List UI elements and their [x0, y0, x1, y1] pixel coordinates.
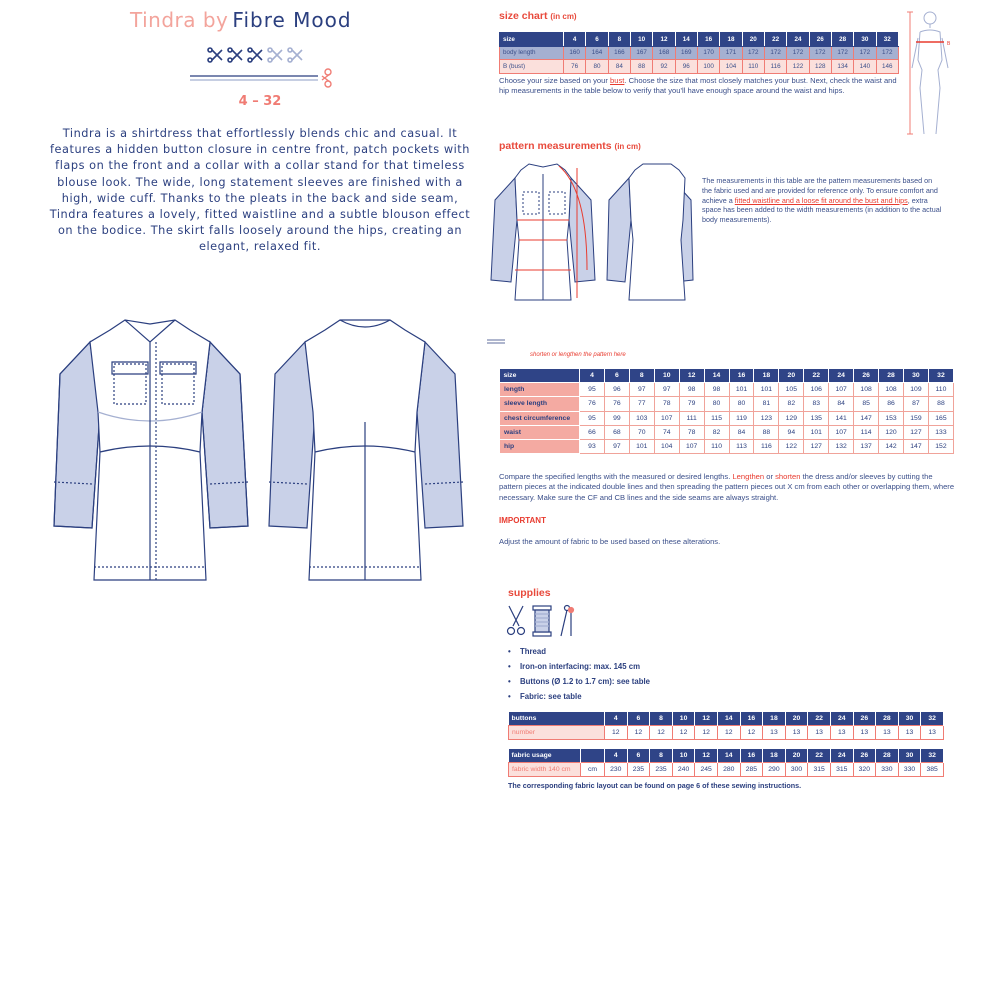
- table-cell: 6: [627, 712, 650, 726]
- table-cell: 18: [763, 749, 786, 763]
- table-cell: 80: [729, 397, 754, 411]
- table-cell: 28: [876, 749, 899, 763]
- note-text: the dress and/or sleeves by cutting the pattern pieces at the indicated double lines and then spreading the pattern pieces out X cm from each other or overlapping them, where necessary. Make sure the CF and CB lines and the side seams are always straight.: [499, 472, 955, 502]
- table-cell: 160: [564, 46, 586, 60]
- table-cell: 134: [831, 60, 853, 74]
- table-row: [509, 763, 944, 777]
- table-cell: 109: [903, 383, 928, 397]
- table-cell: 113: [729, 439, 754, 453]
- table-cell: 10: [630, 33, 652, 47]
- table-cell: 127: [903, 425, 928, 439]
- table-cell: size: [500, 33, 564, 47]
- table-cell: 78: [679, 425, 704, 439]
- table-cell: 70: [629, 425, 654, 439]
- table-cell: 32: [921, 712, 944, 726]
- size-chart-unit: (in cm): [550, 12, 577, 21]
- table-cell: 4: [605, 712, 628, 726]
- table-cell: 12: [653, 33, 675, 47]
- table-cell: 88: [630, 60, 652, 74]
- table-cell: 110: [704, 439, 729, 453]
- table-cell: 77: [629, 397, 654, 411]
- table-cell: 172: [876, 46, 898, 60]
- table-cell: 101: [729, 383, 754, 397]
- table-cell: 98: [704, 383, 729, 397]
- table-cell: 84: [829, 397, 854, 411]
- table-cell: buttons: [509, 712, 605, 726]
- pattern-measurements-table: [499, 369, 954, 454]
- table-cell: 128: [809, 60, 831, 74]
- table-cell: sleeve length: [500, 397, 580, 411]
- table-cell: 12: [627, 726, 650, 740]
- table-cell: 4: [580, 369, 605, 383]
- list-item: • Iron-on interfacing: max. 145 cm: [508, 662, 808, 677]
- table-cell: 4: [564, 33, 586, 47]
- table-cell: 12: [695, 712, 718, 726]
- table-cell: 142: [879, 439, 904, 453]
- table-cell: 172: [831, 46, 853, 60]
- table-cell: 153: [879, 411, 904, 425]
- table-cell: 315: [830, 763, 853, 777]
- table-row: [500, 411, 954, 425]
- table-cell: 106: [804, 383, 829, 397]
- pattern-title: pattern measurements: [499, 140, 612, 152]
- table-cell: 78: [654, 397, 679, 411]
- table-cell: 110: [742, 60, 764, 74]
- size-chart-table: [499, 32, 899, 74]
- table-cell: 240: [672, 763, 695, 777]
- lengthen-link[interactable]: Lengthen: [732, 472, 765, 481]
- table-cell: 132: [829, 439, 854, 453]
- table-cell: 80: [586, 60, 608, 74]
- table-cell: 13: [763, 726, 786, 740]
- table-cell: 84: [729, 425, 754, 439]
- table-cell: 107: [829, 425, 854, 439]
- brand-title: [130, 8, 390, 38]
- table-cell: 20: [742, 33, 764, 47]
- table-cell: 16: [740, 749, 763, 763]
- table-cell: 28: [876, 712, 899, 726]
- table-row: [500, 439, 954, 453]
- table-cell: 94: [779, 425, 804, 439]
- table-cell: 82: [704, 425, 729, 439]
- list-item: • Buttons (Ø 1.2 to 1.7 cm): see table: [508, 677, 808, 692]
- table-cell: 26: [853, 712, 876, 726]
- table-cell: 20: [779, 369, 804, 383]
- table-cell: 330: [876, 763, 899, 777]
- table-cell: 14: [717, 712, 740, 726]
- table-cell: 13: [853, 726, 876, 740]
- table-cell: 115: [704, 411, 729, 425]
- supplies-icons: [505, 604, 585, 638]
- table-cell: 320: [853, 763, 876, 777]
- table-cell: 104: [654, 439, 679, 453]
- table-cell: 122: [787, 60, 809, 74]
- buttons-table: [508, 712, 944, 740]
- table-cell: fabric width 140 cm: [509, 763, 581, 777]
- table-cell: 28: [831, 33, 853, 47]
- table-row: [500, 46, 899, 60]
- table-cell: 123: [754, 411, 779, 425]
- table-cell: 26: [854, 369, 879, 383]
- table-row: [500, 425, 954, 439]
- table-cell: 16: [729, 369, 754, 383]
- table-cell: 97: [629, 383, 654, 397]
- table-cell: hip: [500, 439, 580, 453]
- table-cell: 16: [740, 712, 763, 726]
- table-cell: 245: [695, 763, 718, 777]
- table-cell: 12: [650, 726, 673, 740]
- table-cell: 14: [704, 369, 729, 383]
- table-cell: 122: [779, 439, 804, 453]
- size-chart-heading: [499, 10, 577, 22]
- table-cell: 13: [785, 726, 808, 740]
- table-cell: 76: [564, 60, 586, 74]
- table-cell: 88: [928, 397, 953, 411]
- fabric-layout-footnote: The corresponding fabric layout can be found on page 6 of these sewing instructions.: [508, 781, 802, 790]
- table-cell: 12: [672, 726, 695, 740]
- table-cell: 172: [854, 46, 876, 60]
- important-text: Adjust the amount of fabric to be used based on these alterations.: [499, 537, 721, 546]
- supplies-heading: supplies: [508, 587, 551, 599]
- table-cell: 169: [675, 46, 697, 60]
- table-cell: 100: [697, 60, 719, 74]
- table-cell: 30: [903, 369, 928, 383]
- table-cell: 82: [779, 397, 804, 411]
- table-cell: [581, 749, 605, 763]
- table-cell: length: [500, 383, 580, 397]
- table-cell: 280: [717, 763, 740, 777]
- table-cell: 137: [854, 439, 879, 453]
- table-cell: 99: [604, 411, 629, 425]
- table-cell: 24: [829, 369, 854, 383]
- cross-stitch-icon: [208, 48, 262, 62]
- table-cell: 4: [605, 749, 628, 763]
- table-cell: 105: [779, 383, 804, 397]
- table-cell: body length: [500, 46, 564, 60]
- table-cell: 30: [854, 33, 876, 47]
- table-cell: 108: [854, 383, 879, 397]
- table-header-row: [500, 369, 954, 383]
- table-cell: 20: [785, 749, 808, 763]
- table-row: [500, 397, 954, 411]
- table-cell: size: [500, 369, 580, 383]
- scissors-ornament: [190, 44, 340, 90]
- table-cell: 16: [697, 33, 719, 47]
- table-header-row: [509, 749, 944, 763]
- table-cell: 12: [695, 726, 718, 740]
- table-cell: 8: [629, 369, 654, 383]
- table-cell: 12: [695, 749, 718, 763]
- table-cell: 133: [928, 425, 953, 439]
- table-cell: 6: [586, 33, 608, 47]
- table-cell: 135: [804, 411, 829, 425]
- table-cell: 10: [654, 369, 679, 383]
- table-cell: 104: [720, 60, 742, 74]
- table-cell: 24: [830, 712, 853, 726]
- table-cell: 97: [604, 439, 629, 453]
- table-cell: 32: [928, 369, 953, 383]
- table-cell: 95: [580, 383, 605, 397]
- scissors-icon: [322, 69, 331, 87]
- table-cell: 129: [779, 411, 804, 425]
- table-cell: 12: [717, 726, 740, 740]
- note-text: Choose your size based on your: [499, 76, 611, 85]
- table-cell: 22: [804, 369, 829, 383]
- table-cell: 170: [697, 46, 719, 60]
- table-cell: 6: [604, 369, 629, 383]
- fitted-waistline-link[interactable]: fitted waistline and a loose fit around the bust and hips: [734, 195, 908, 205]
- table-cell: 119: [729, 411, 754, 425]
- supplies-list: [508, 647, 808, 707]
- table-cell: 165: [928, 411, 953, 425]
- note-text: Compare the specified lengths with the measured or desired lengths.: [499, 472, 733, 481]
- table-cell: 13: [830, 726, 853, 740]
- table-cell: 285: [740, 763, 763, 777]
- pattern-name: Tindra by: [130, 8, 229, 32]
- table-cell: 147: [903, 439, 928, 453]
- table-cell: waist: [500, 425, 580, 439]
- table-cell: 107: [679, 439, 704, 453]
- note-text: . Choose the size that most closely matches your bust. Next, check the waist and hip measurements in the table below to verify that you'll have enough space around the waist and hips.: [499, 76, 897, 96]
- table-cell: 172: [764, 46, 786, 60]
- table-cell: 10: [672, 749, 695, 763]
- pattern-measurements-heading: [499, 140, 641, 152]
- table-cell: number: [509, 726, 605, 740]
- table-cell: 85: [854, 397, 879, 411]
- table-cell: 24: [787, 33, 809, 47]
- pattern-unit: (in cm): [614, 142, 641, 151]
- table-cell: 164: [586, 46, 608, 60]
- table-cell: 80: [704, 397, 729, 411]
- table-cell: cm: [581, 763, 605, 777]
- table-cell: 88: [754, 425, 779, 439]
- table-cell: 166: [608, 46, 630, 60]
- table-cell: 300: [785, 763, 808, 777]
- table-cell: 18: [720, 33, 742, 47]
- table-cell: 146: [876, 60, 898, 74]
- note-text: , extra space has been added to the width measurements (in addition to the actual body measurements).: [702, 195, 942, 225]
- table-cell: 93: [580, 439, 605, 453]
- table-cell: 86: [879, 397, 904, 411]
- note-text: The measurements in this table are the pattern measurements based on the fabric used and are provided for reference only. To ensure comfort and achieve a: [702, 176, 938, 205]
- table-cell: 385: [921, 763, 944, 777]
- table-cell: 120: [879, 425, 904, 439]
- shorten-link[interactable]: shorten: [775, 472, 801, 481]
- table-cell: 26: [853, 749, 876, 763]
- pattern-note: [702, 176, 944, 225]
- table-cell: B (bust): [500, 60, 564, 74]
- table-cell: 172: [787, 46, 809, 60]
- table-cell: 290: [763, 763, 786, 777]
- table-row: [509, 726, 944, 740]
- table-cell: 13: [808, 726, 831, 740]
- table-cell: 14: [717, 749, 740, 763]
- body-figure-illustration: [904, 8, 960, 138]
- table-cell: 114: [854, 425, 879, 439]
- table-cell: 116: [764, 60, 786, 74]
- table-cell: 26: [809, 33, 831, 47]
- table-cell: 111: [679, 411, 704, 425]
- table-cell: 30: [898, 749, 921, 763]
- important-heading: IMPORTANT: [499, 516, 546, 525]
- table-cell: 30: [898, 712, 921, 726]
- table-cell: 84: [608, 60, 630, 74]
- table-cell: chest circumference: [500, 411, 580, 425]
- table-cell: 13: [876, 726, 899, 740]
- table-cell: 79: [679, 397, 704, 411]
- table-cell: 14: [675, 33, 697, 47]
- front-view: [54, 320, 248, 580]
- table-cell: 22: [808, 749, 831, 763]
- table-cell: 87: [903, 397, 928, 411]
- bust-link[interactable]: bust: [610, 76, 625, 85]
- table-cell: 147: [854, 411, 879, 425]
- table-cell: 101: [754, 383, 779, 397]
- table-cell: 10: [672, 712, 695, 726]
- table-cell: 172: [809, 46, 831, 60]
- maker-name: Fibre Mood: [232, 8, 352, 32]
- list-item: • Thread: [508, 647, 808, 662]
- table-cell: 8: [650, 749, 673, 763]
- thread-spool-icon: [533, 606, 551, 636]
- table-cell: 127: [804, 439, 829, 453]
- table-cell: 96: [604, 383, 629, 397]
- table-cell: 108: [879, 383, 904, 397]
- table-cell: 13: [898, 726, 921, 740]
- size-chart-note: [499, 76, 901, 97]
- table-cell: 152: [928, 439, 953, 453]
- table-header-row: [500, 33, 899, 47]
- table-cell: 96: [675, 60, 697, 74]
- table-cell: 81: [754, 397, 779, 411]
- table-cell: 8: [650, 712, 673, 726]
- table-cell: 168: [653, 46, 675, 60]
- table-cell: 6: [627, 749, 650, 763]
- table-cell: 92: [653, 60, 675, 74]
- table-cell: 172: [742, 46, 764, 60]
- table-cell: 22: [808, 712, 831, 726]
- table-cell: 101: [804, 425, 829, 439]
- table-cell: 107: [829, 383, 854, 397]
- table-cell: 18: [763, 712, 786, 726]
- table-cell: 330: [898, 763, 921, 777]
- table-cell: 95: [580, 411, 605, 425]
- table-row: [500, 60, 899, 74]
- size-chart-title: size chart: [499, 10, 548, 22]
- table-header-row: [509, 712, 944, 726]
- table-cell: 20: [785, 712, 808, 726]
- list-item: • Fabric: see table: [508, 692, 808, 707]
- pattern-measurement-drawing: [487, 160, 697, 352]
- table-cell: 107: [654, 411, 679, 425]
- scissors-icon: [508, 606, 525, 635]
- table-cell: 83: [804, 397, 829, 411]
- table-cell: 103: [629, 411, 654, 425]
- note-text: or: [764, 472, 776, 481]
- table-cell: 140: [854, 60, 876, 74]
- table-cell: 32: [876, 33, 898, 47]
- table-cell: 28: [879, 369, 904, 383]
- table-cell: 110: [928, 383, 953, 397]
- table-cell: 167: [630, 46, 652, 60]
- table-cell: 98: [679, 383, 704, 397]
- table-cell: 97: [654, 383, 679, 397]
- table-cell: 141: [829, 411, 854, 425]
- table-cell: 22: [764, 33, 786, 47]
- pin-icon: [561, 606, 574, 637]
- shorten-lengthen-legend: shorten or lengthen the pattern here: [530, 352, 626, 358]
- table-cell: 74: [654, 425, 679, 439]
- table-cell: 315: [808, 763, 831, 777]
- table-cell: 66: [580, 425, 605, 439]
- table-cell: 8: [608, 33, 630, 47]
- table-cell: 76: [604, 397, 629, 411]
- table-cell: 230: [605, 763, 628, 777]
- garment-description: Tindra is a shirtdress that effortlessly blends chic and casual. It features a hidden button closure in centre front, patch pockets with flaps on the front and a collar with a collar stand for that timeless blouse look. The wide, long statement sleeves are finished with a high, wide cuff. Thanks to the pleats in the back and side seam, Tindra features a lovely, fitted waistline and a subtle blouson effect on the bodice. The skirt falls loosely around the hips, creating an elegant, relaxed fit.: [49, 127, 471, 254]
- table-cell: fabric usage: [509, 749, 581, 763]
- size-range: 4 – 32: [238, 94, 282, 109]
- table-cell: 24: [830, 749, 853, 763]
- bust-marker-label: B: [947, 41, 951, 47]
- table-cell: 12: [740, 726, 763, 740]
- table-cell: 12: [605, 726, 628, 740]
- table-cell: 159: [903, 411, 928, 425]
- table-cell: 12: [679, 369, 704, 383]
- table-cell: 171: [720, 46, 742, 60]
- table-cell: 235: [627, 763, 650, 777]
- table-cell: 116: [754, 439, 779, 453]
- table-cell: 18: [754, 369, 779, 383]
- garment-technical-drawing: [50, 312, 470, 590]
- compare-lengths-note: [499, 472, 957, 503]
- back-view: [269, 320, 463, 580]
- fabric-usage-table: [508, 749, 944, 777]
- table-cell: 101: [629, 439, 654, 453]
- table-cell: 68: [604, 425, 629, 439]
- table-cell: 235: [650, 763, 673, 777]
- table-row: [500, 383, 954, 397]
- table-cell: 13: [921, 726, 944, 740]
- table-cell: 32: [921, 749, 944, 763]
- table-cell: 76: [580, 397, 605, 411]
